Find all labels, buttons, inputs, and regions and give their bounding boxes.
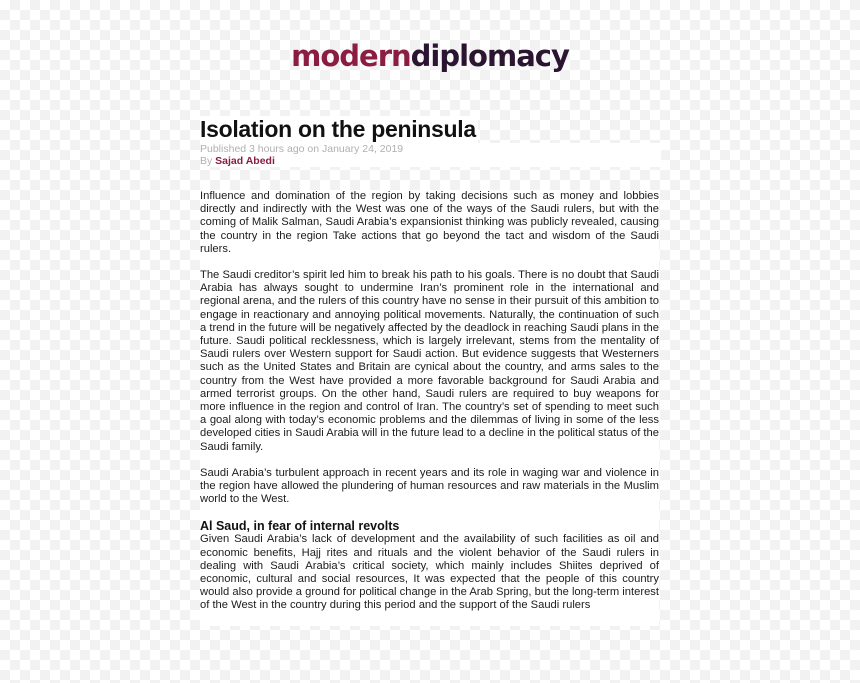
published-date: Published 3 hours ago on January 24, 2019 [200,143,404,155]
article-title: Isolation on the peninsula [200,116,476,142]
article-header [200,116,661,167]
paragraph: Given Saudi Arabia’s lack of development and the availability of such facilities as oil and economic benefits, Hajj rites and rituals and the violent behavior of the Saudi rulers in dealing with Saudi Arabia’s critical society, which mainly includes Shiites deprived of economic, cultural and social resources, It was expected that the people of this country would also provide a ground for political change in the Arab Spring, but the long-term interest of the West in the country during this period and the support of the Saudi rulers [200,533,659,612]
logo-part-diplomacy: diplomacy [410,39,569,73]
article-meta [200,143,661,167]
paragraph: The Saudi creditor’s spirit led him to break his path to his goals. There is no doubt that Saudi Arabia has always sought to undermine Iran’s prominent role in the international and regional arena, and the rulers of this country have no sense in their pursuit of this ambition to engage in reactionary and annoying political movements. Naturally, the continuation of such a trend in the future will be negatively affected by the deadlock in reaching Saudi plans in the future. Saudi political recklessness, which is largely irrelevant, stems from the mentality of Saudi rulers over Western support for Saudi action. But evidence suggests that Westerners such as the United States and Britain are cynical about the country, and arms sales to the country from the West have provided a more favorable background for Saudi Arabia and armed terrorist groups. On the other hand, Saudi rulers are required to buy weapons for more influence in the region and control of Iran. The country’s set of spending to meet such a goal along with today’s economic problems and the dilemmas of living in some of the less developed cities in Saudi Arabia will in the future lead to a decline in the political status of the Saudi family. [200,269,659,453]
logo-part-modern: modern [291,39,411,73]
section-heading: Al Saud, in fear of internal revolts [200,519,400,534]
byline-label: By [200,155,216,167]
site-logo[interactable] [0,36,860,76]
byline [200,155,661,167]
article-body [200,190,659,626]
paragraph: Influence and domination of the region by taking decisions such as money and lobbies directly and indirectly with the West was one of the ways of the Saudi rulers, but with the coming of Malik Salman, Saudi Arabia’s expansionist thinking was publicly revealed, causing the country in the region Take actions that go beyond the tact and wisdom of the Saudi rulers. [200,190,659,255]
author-link[interactable]: Sajad Abedi [215,155,275,167]
paragraph: Saudi Arabia’s turbulent approach in recent years and its role in waging war and violence in the region have allowed the plundering of human resources and raw materials in the Muslim world to the West. [200,466,659,506]
